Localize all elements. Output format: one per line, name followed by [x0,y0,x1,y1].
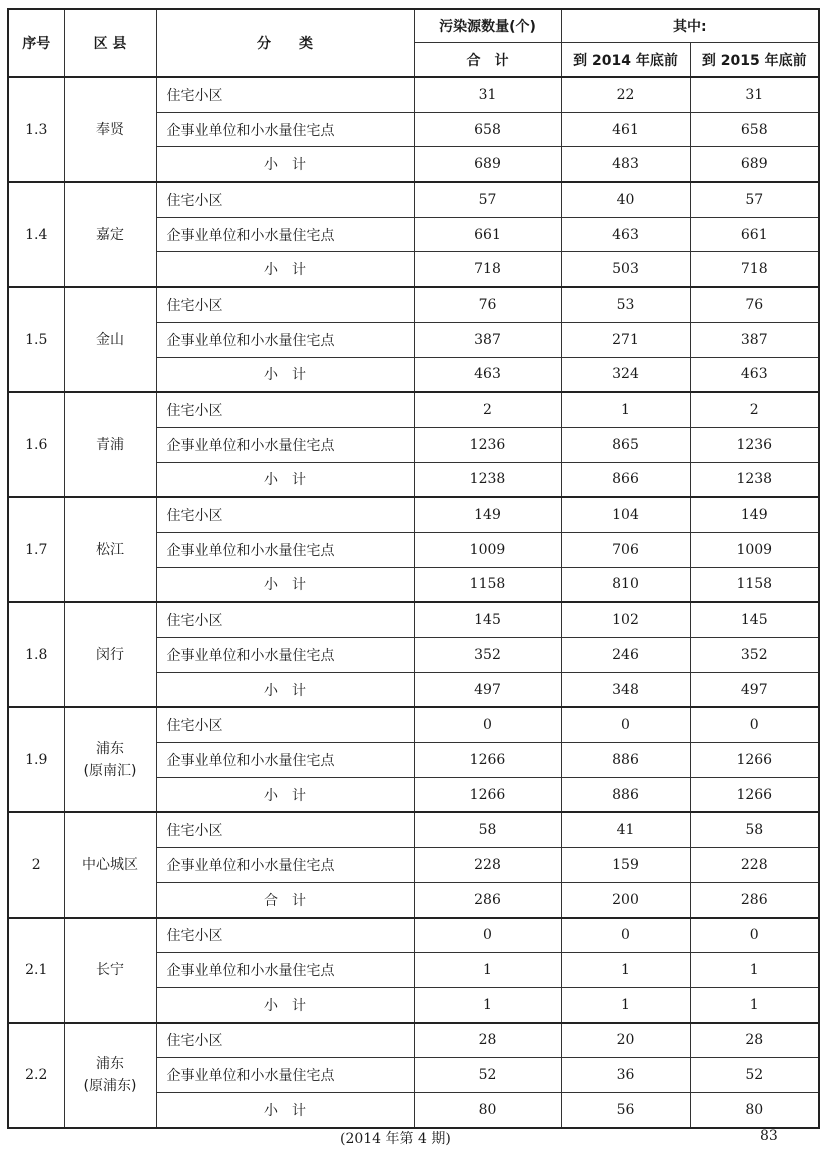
header-count: 污染源数量(个) [414,9,561,43]
cell-total: 1266 [414,743,561,778]
header-district: 区 县 [64,9,156,77]
category-label: 企事业单位和小水量住宅点 [156,112,414,147]
row-district: 中心城区 [64,812,156,917]
subtotal-label: 小 计 [156,567,414,602]
category-label: 企事业单位和小水量住宅点 [156,322,414,357]
cell-by-2015: 1 [690,953,819,988]
subtotal-label: 小 计 [156,357,414,392]
cell-by-2015: 31 [690,77,819,112]
row-district: 闵行 [64,602,156,707]
cell-by-2015: 0 [690,918,819,953]
cell-by-2014: 102 [561,602,690,637]
cell-by-2014: 40 [561,182,690,217]
row-district: 浦东 (原南汇) [64,707,156,812]
cell-by-2014: 104 [561,497,690,532]
cell-total: 497 [414,672,561,707]
table-body [8,77,819,1128]
cell-total: 1009 [414,532,561,567]
cell-by-2015: 1009 [690,532,819,567]
subtotal-label: 小 计 [156,777,414,812]
cell-by-2015: 57 [690,182,819,217]
cell-by-2014: 159 [561,848,690,883]
cell-by-2014: 503 [561,252,690,287]
cell-by-2014: 1 [561,392,690,427]
row-seq: 1.8 [8,602,64,707]
cell-by-2014: 483 [561,147,690,182]
category-label: 住宅小区 [156,392,414,427]
cell-total: 80 [414,1092,561,1127]
cell-total: 52 [414,1058,561,1093]
row-seq: 1.5 [8,287,64,392]
category-label: 企事业单位和小水量住宅点 [156,638,414,673]
category-label: 企事业单位和小水量住宅点 [156,953,414,988]
row-district: 嘉定 [64,182,156,287]
header-category: 分 类 [156,9,414,77]
row-district: 长宁 [64,918,156,1023]
cell-by-2015: 286 [690,882,819,917]
category-label: 企事业单位和小水量住宅点 [156,427,414,462]
cell-by-2015: 1238 [690,462,819,497]
cell-by-2015: 1158 [690,567,819,602]
cell-by-2014: 886 [561,743,690,778]
row-seq: 1.7 [8,497,64,602]
cell-total: 352 [414,638,561,673]
subtotal-label: 小 计 [156,252,414,287]
document-page [7,8,818,1129]
cell-by-2015: 228 [690,848,819,883]
row-seq: 1.4 [8,182,64,287]
row-seq: 1.9 [8,707,64,812]
cell-by-2015: 58 [690,812,819,847]
cell-by-2015: 2 [690,392,819,427]
header-by-2015: 到 2015 年底前 [690,43,819,78]
cell-total: 1 [414,953,561,988]
cell-by-2014: 56 [561,1092,690,1127]
cell-by-2015: 1266 [690,743,819,778]
cell-total: 58 [414,812,561,847]
cell-total: 1238 [414,462,561,497]
header-of-which: 其中: [561,9,819,43]
row-seq: 2.1 [8,918,64,1023]
cell-total: 1236 [414,427,561,462]
cell-by-2015: 145 [690,602,819,637]
cell-by-2014: 810 [561,567,690,602]
row-seq: 2 [8,812,64,917]
category-label: 住宅小区 [156,602,414,637]
cell-by-2014: 866 [561,462,690,497]
cell-by-2015: 28 [690,1023,819,1058]
cell-total: 463 [414,357,561,392]
cell-total: 1 [414,987,561,1022]
cell-by-2015: 689 [690,147,819,182]
cell-total: 689 [414,147,561,182]
cell-by-2015: 52 [690,1058,819,1093]
cell-by-2014: 200 [561,882,690,917]
subtotal-label: 小 计 [156,672,414,707]
cell-by-2014: 0 [561,707,690,742]
cell-total: 387 [414,322,561,357]
header-total: 合 计 [414,43,561,78]
category-label: 住宅小区 [156,1023,414,1058]
category-label: 企事业单位和小水量住宅点 [156,217,414,252]
cell-by-2014: 53 [561,287,690,322]
cell-total: 31 [414,77,561,112]
cell-by-2014: 20 [561,1023,690,1058]
row-seq: 1.3 [8,77,64,182]
header-by-2014: 到 2014 年底前 [561,43,690,78]
cell-by-2015: 497 [690,672,819,707]
cell-by-2015: 661 [690,217,819,252]
table-row [8,287,819,322]
cell-by-2015: 149 [690,497,819,532]
table-row [8,602,819,637]
cell-by-2015: 387 [690,322,819,357]
pollution-source-table [7,8,820,1129]
cell-by-2014: 1 [561,953,690,988]
cell-total: 228 [414,848,561,883]
cell-total: 0 [414,918,561,953]
category-label: 住宅小区 [156,812,414,847]
cell-by-2014: 865 [561,427,690,462]
category-label: 企事业单位和小水量住宅点 [156,532,414,567]
cell-by-2014: 246 [561,638,690,673]
category-label: 住宅小区 [156,287,414,322]
row-district: 松江 [64,497,156,602]
category-label: 住宅小区 [156,182,414,217]
cell-by-2015: 1236 [690,427,819,462]
row-seq: 2.2 [8,1023,64,1128]
category-label: 住宅小区 [156,918,414,953]
row-district: 金山 [64,287,156,392]
cell-by-2014: 41 [561,812,690,847]
cell-by-2015: 1266 [690,777,819,812]
cell-by-2014: 886 [561,777,690,812]
cell-by-2015: 0 [690,707,819,742]
table-row [8,1023,819,1058]
category-label: 住宅小区 [156,707,414,742]
category-label: 企事业单位和小水量住宅点 [156,848,414,883]
cell-total: 145 [414,602,561,637]
cell-total: 718 [414,252,561,287]
cell-total: 661 [414,217,561,252]
cell-by-2015: 1 [690,987,819,1022]
table-row [8,182,819,217]
cell-by-2015: 463 [690,357,819,392]
table-row [8,392,819,427]
cell-total: 28 [414,1023,561,1058]
cell-total: 1158 [414,567,561,602]
cell-by-2014: 22 [561,77,690,112]
cell-total: 286 [414,882,561,917]
row-seq: 1.6 [8,392,64,497]
header-seq: 序号 [8,9,64,77]
cell-by-2014: 463 [561,217,690,252]
cell-by-2014: 1 [561,987,690,1022]
cell-by-2014: 0 [561,918,690,953]
subtotal-label: 小 计 [156,462,414,497]
cell-by-2014: 348 [561,672,690,707]
cell-by-2015: 718 [690,252,819,287]
cell-total: 76 [414,287,561,322]
cell-by-2015: 658 [690,112,819,147]
cell-total: 2 [414,392,561,427]
subtotal-label: 小 计 [156,147,414,182]
table-row [8,77,819,112]
subtotal-label: 合 计 [156,882,414,917]
category-label: 住宅小区 [156,77,414,112]
cell-by-2014: 271 [561,322,690,357]
category-label: 企事业单位和小水量住宅点 [156,743,414,778]
row-district: 青浦 [64,392,156,497]
row-district: 奉贤 [64,77,156,182]
subtotal-label: 小 计 [156,987,414,1022]
table-row [8,707,819,742]
category-label: 企事业单位和小水量住宅点 [156,1058,414,1093]
table-row [8,497,819,532]
cell-by-2014: 36 [561,1058,690,1093]
cell-total: 57 [414,182,561,217]
cell-total: 658 [414,112,561,147]
table-row [8,918,819,953]
cell-by-2014: 461 [561,112,690,147]
cell-by-2015: 80 [690,1092,819,1127]
cell-total: 0 [414,707,561,742]
cell-total: 149 [414,497,561,532]
page-footer [0,1128,827,1152]
category-label: 住宅小区 [156,497,414,532]
cell-by-2015: 352 [690,638,819,673]
subtotal-label: 小 计 [156,1092,414,1127]
cell-by-2014: 706 [561,532,690,567]
table-row [8,812,819,847]
cell-total: 1266 [414,777,561,812]
page-number: 83 [760,1128,778,1144]
issue-label: (2014 年第 4 期) [340,1131,451,1147]
cell-by-2015: 76 [690,287,819,322]
row-district: 浦东 (原浦东) [64,1023,156,1128]
cell-by-2014: 324 [561,357,690,392]
